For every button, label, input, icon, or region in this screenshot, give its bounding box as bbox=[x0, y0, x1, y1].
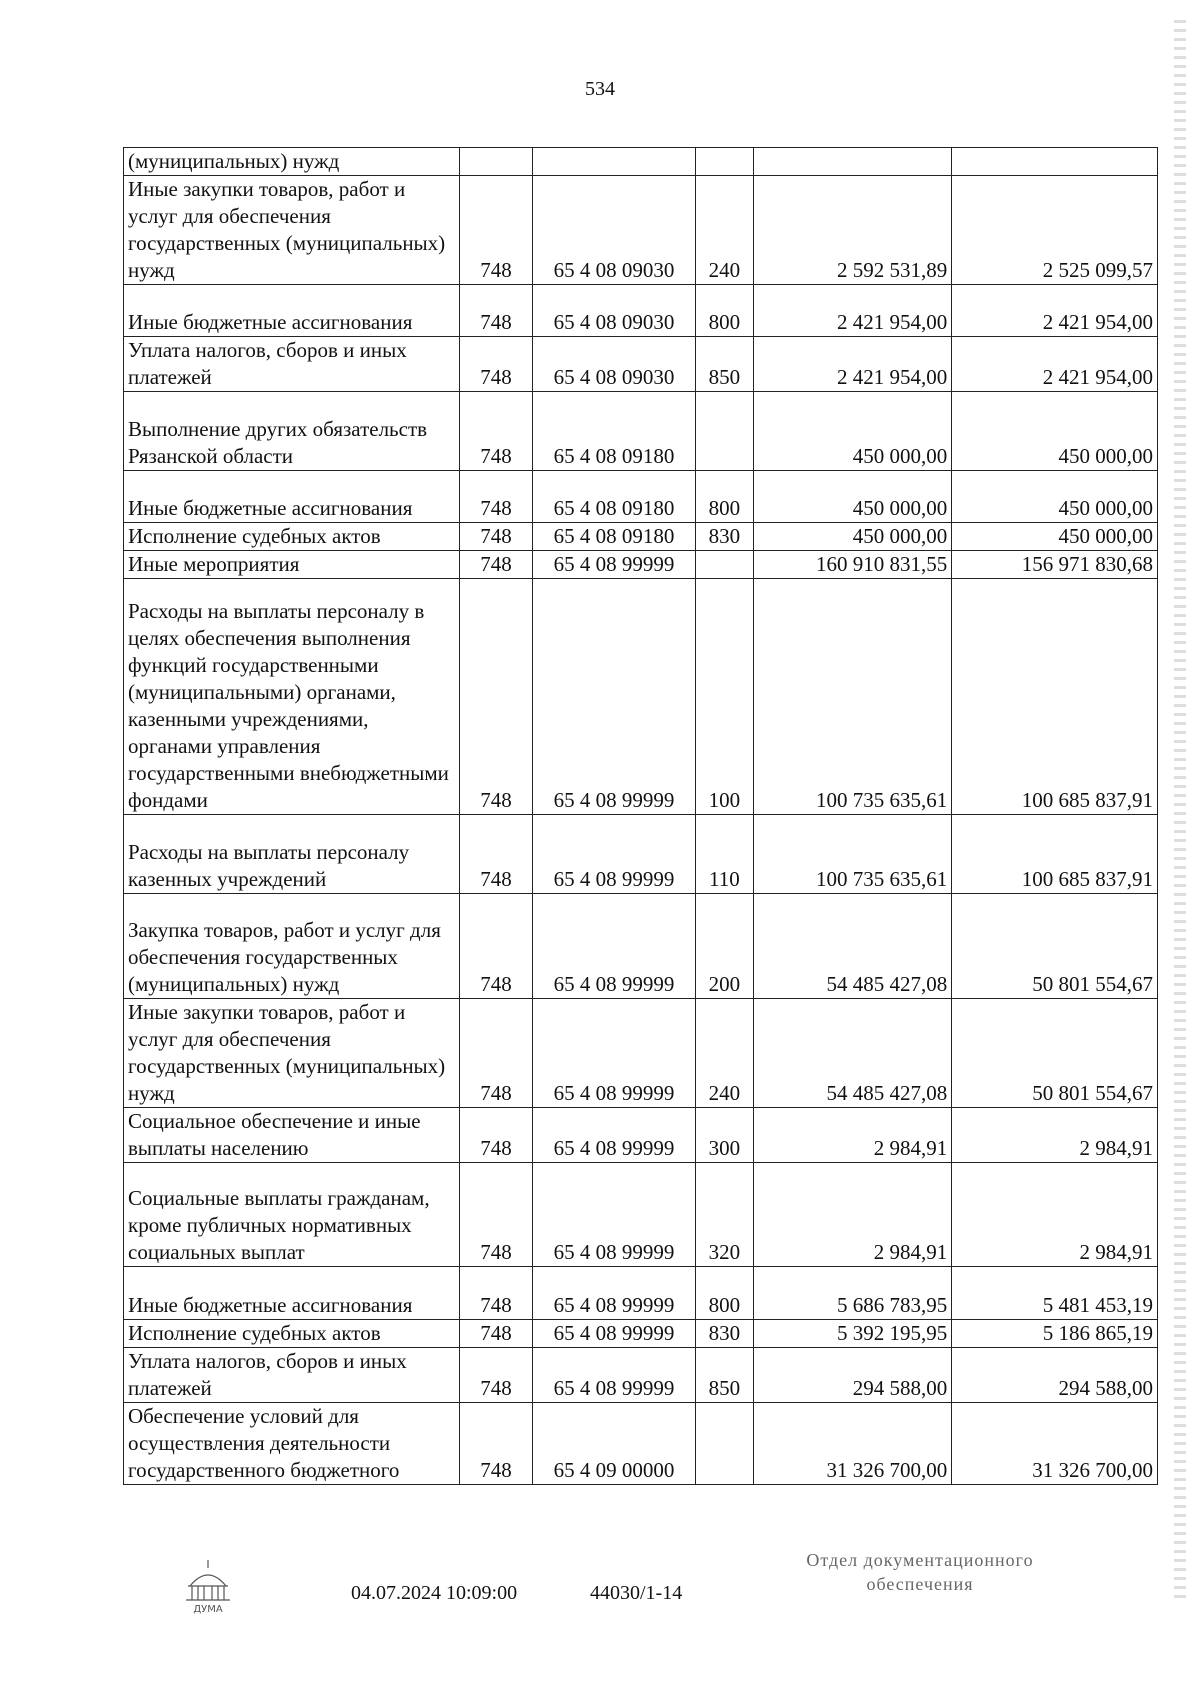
row-code-cell: 748 bbox=[459, 1162, 533, 1267]
table-row bbox=[124, 148, 1158, 176]
document-number: 44030/1-14 bbox=[590, 1582, 683, 1604]
row-program-cell: 65 4 08 09180 bbox=[533, 523, 695, 551]
stamp-line-2: обеспечения bbox=[866, 1574, 974, 1594]
row-code-cell: 748 bbox=[459, 470, 533, 522]
row-type-cell: 850 bbox=[695, 1347, 753, 1402]
budget-table-body bbox=[124, 148, 1158, 1485]
row-code-cell: 748 bbox=[459, 893, 533, 998]
row-plan-cell: 5 392 195,95 bbox=[754, 1319, 952, 1347]
row-plan-cell: 2 421 954,00 bbox=[754, 337, 952, 392]
row-fact-cell: 2 984,91 bbox=[952, 1162, 1158, 1267]
department-stamp bbox=[770, 1548, 1070, 1596]
row-code-cell: 748 bbox=[459, 285, 533, 337]
table-row bbox=[124, 579, 1158, 815]
row-fact-cell: 156 971 830,68 bbox=[952, 551, 1158, 579]
row-plan-cell: 100 735 635,61 bbox=[754, 579, 952, 815]
row-program-cell: 65 4 08 99999 bbox=[533, 1107, 695, 1162]
row-plan-cell: 450 000,00 bbox=[754, 470, 952, 522]
row-plan-cell: 2 592 531,89 bbox=[754, 176, 952, 285]
scan-edge-mark bbox=[1174, 20, 1186, 1600]
row-type-cell: 240 bbox=[695, 998, 753, 1107]
row-type-cell: 800 bbox=[695, 285, 753, 337]
row-name-cell: Расходы на выплаты персоналу казенных учреждений bbox=[124, 815, 460, 894]
row-code-cell: 748 bbox=[459, 176, 533, 285]
row-program-cell: 65 4 08 99999 bbox=[533, 893, 695, 998]
row-code-cell: 748 bbox=[459, 998, 533, 1107]
table-row bbox=[124, 1319, 1158, 1347]
row-fact-cell: 450 000,00 bbox=[952, 392, 1158, 471]
row-name-cell: Иные бюджетные ассигнования bbox=[124, 1267, 460, 1319]
row-code-cell: 748 bbox=[459, 1267, 533, 1319]
table-row bbox=[124, 176, 1158, 285]
row-program-cell: 65 4 08 09030 bbox=[533, 285, 695, 337]
row-name-cell: Закупка товаров, работ и услуг для обеспечения государственных (муниципальных) нужд bbox=[124, 893, 460, 998]
budget-table bbox=[123, 147, 1158, 1485]
row-program-cell: 65 4 08 99999 bbox=[533, 551, 695, 579]
row-type-cell: 110 bbox=[695, 815, 753, 894]
row-name-cell: Выполнение других обязательств Рязанской области bbox=[124, 392, 460, 471]
row-name-cell: Иные бюджетные ассигнования bbox=[124, 470, 460, 522]
row-fact-cell: 2 525 099,57 bbox=[952, 176, 1158, 285]
row-code-cell: 748 bbox=[459, 523, 533, 551]
row-code-cell: 748 bbox=[459, 337, 533, 392]
row-code-cell: 748 bbox=[459, 1402, 533, 1484]
row-code-cell: 748 bbox=[459, 1347, 533, 1402]
row-name-cell: Социальные выплаты гражданам, кроме публичных нормативных социальных выплат bbox=[124, 1162, 460, 1267]
row-name-cell: Обеспечение условий для осуществления деятельности государственного бюджетного bbox=[124, 1402, 460, 1484]
table-row bbox=[124, 551, 1158, 579]
table-row bbox=[124, 998, 1158, 1107]
row-type-cell: 800 bbox=[695, 470, 753, 522]
table-row bbox=[124, 1402, 1158, 1484]
print-timestamp: 04.07.2024 10:09:00 bbox=[351, 1582, 518, 1604]
row-type-cell: 830 bbox=[695, 1319, 753, 1347]
row-name-cell: (муниципальных) нужд bbox=[124, 148, 460, 176]
row-fact-cell: 50 801 554,67 bbox=[952, 893, 1158, 998]
row-fact-cell: 2 421 954,00 bbox=[952, 285, 1158, 337]
row-name-cell: Социальное обеспечение и иные выплаты населению bbox=[124, 1107, 460, 1162]
row-type-cell: 240 bbox=[695, 176, 753, 285]
row-name-cell: Уплата налогов, сборов и иных платежей bbox=[124, 1347, 460, 1402]
row-type-cell bbox=[695, 148, 753, 176]
row-name-cell: Исполнение судебных актов bbox=[124, 523, 460, 551]
row-fact-cell: 2 421 954,00 bbox=[952, 337, 1158, 392]
row-fact-cell: 50 801 554,67 bbox=[952, 998, 1158, 1107]
row-program-cell: 65 4 08 99999 bbox=[533, 1319, 695, 1347]
table-row bbox=[124, 470, 1158, 522]
row-fact-cell: 5 186 865,19 bbox=[952, 1319, 1158, 1347]
row-type-cell: 800 bbox=[695, 1267, 753, 1319]
row-program-cell: 65 4 09 00000 bbox=[533, 1402, 695, 1484]
row-fact-cell bbox=[952, 148, 1158, 176]
stamp-line-1: Отдел документационного bbox=[806, 1550, 1034, 1570]
row-type-cell: 200 bbox=[695, 893, 753, 998]
row-fact-cell: 2 984,91 bbox=[952, 1107, 1158, 1162]
row-type-cell bbox=[695, 392, 753, 471]
row-program-cell: 65 4 08 09030 bbox=[533, 176, 695, 285]
row-plan-cell: 2 421 954,00 bbox=[754, 285, 952, 337]
row-plan-cell: 294 588,00 bbox=[754, 1347, 952, 1402]
row-code-cell: 748 bbox=[459, 815, 533, 894]
row-plan-cell bbox=[754, 148, 952, 176]
row-program-cell: 65 4 08 99999 bbox=[533, 1162, 695, 1267]
row-name-cell: Расходы на выплаты персоналу в целях обеспечения выполнения функций государственными (муниципальными) органами, казенными учреждениями, органами управления государственными внебюджетными фондами bbox=[124, 579, 460, 815]
row-fact-cell: 100 685 837,91 bbox=[952, 579, 1158, 815]
row-type-cell: 850 bbox=[695, 337, 753, 392]
row-program-cell: 65 4 08 99999 bbox=[533, 579, 695, 815]
row-program-cell: 65 4 08 99999 bbox=[533, 1267, 695, 1319]
table-row bbox=[124, 1107, 1158, 1162]
row-program-cell: 65 4 08 99999 bbox=[533, 1347, 695, 1402]
row-program-cell bbox=[533, 148, 695, 176]
row-plan-cell: 2 984,91 bbox=[754, 1162, 952, 1267]
table-row bbox=[124, 337, 1158, 392]
row-name-cell: Иные бюджетные ассигнования bbox=[124, 285, 460, 337]
row-code-cell bbox=[459, 148, 533, 176]
row-plan-cell: 54 485 427,08 bbox=[754, 893, 952, 998]
row-type-cell bbox=[695, 1402, 753, 1484]
row-type-cell bbox=[695, 551, 753, 579]
row-type-cell: 300 bbox=[695, 1107, 753, 1162]
row-name-cell: Исполнение судебных актов bbox=[124, 1319, 460, 1347]
duma-logo-icon bbox=[180, 1556, 236, 1618]
table-row bbox=[124, 1162, 1158, 1267]
table-row bbox=[124, 285, 1158, 337]
row-name-cell: Иные закупки товаров, работ и услуг для обеспечения государственных (муниципальных) нужд bbox=[124, 176, 460, 285]
row-name-cell: Уплата налогов, сборов и иных платежей bbox=[124, 337, 460, 392]
table-row bbox=[124, 392, 1158, 471]
table-row bbox=[124, 523, 1158, 551]
page-number: 534 bbox=[585, 78, 615, 100]
row-plan-cell: 5 686 783,95 bbox=[754, 1267, 952, 1319]
row-type-cell: 320 bbox=[695, 1162, 753, 1267]
table-row bbox=[124, 815, 1158, 894]
row-code-cell: 748 bbox=[459, 1107, 533, 1162]
row-code-cell: 748 bbox=[459, 392, 533, 471]
row-fact-cell: 5 481 453,19 bbox=[952, 1267, 1158, 1319]
page-footer bbox=[0, 1550, 1200, 1644]
row-plan-cell: 31 326 700,00 bbox=[754, 1402, 952, 1484]
row-fact-cell: 100 685 837,91 bbox=[952, 815, 1158, 894]
row-fact-cell: 450 000,00 bbox=[952, 523, 1158, 551]
table-row bbox=[124, 893, 1158, 998]
row-code-cell: 748 bbox=[459, 579, 533, 815]
svg-text:ДУМА: ДУМА bbox=[193, 1604, 223, 1615]
row-code-cell: 748 bbox=[459, 551, 533, 579]
row-name-cell: Иные закупки товаров, работ и услуг для обеспечения государственных (муниципальных) нужд bbox=[124, 998, 460, 1107]
row-fact-cell: 294 588,00 bbox=[952, 1347, 1158, 1402]
row-fact-cell: 31 326 700,00 bbox=[952, 1402, 1158, 1484]
row-program-cell: 65 4 08 99999 bbox=[533, 815, 695, 894]
row-name-cell: Иные мероприятия bbox=[124, 551, 460, 579]
row-plan-cell: 100 735 635,61 bbox=[754, 815, 952, 894]
table-row bbox=[124, 1347, 1158, 1402]
row-program-cell: 65 4 08 09180 bbox=[533, 392, 695, 471]
row-plan-cell: 450 000,00 bbox=[754, 392, 952, 471]
row-fact-cell: 450 000,00 bbox=[952, 470, 1158, 522]
row-program-cell: 65 4 08 09180 bbox=[533, 470, 695, 522]
table-row bbox=[124, 1267, 1158, 1319]
row-program-cell: 65 4 08 09030 bbox=[533, 337, 695, 392]
row-plan-cell: 54 485 427,08 bbox=[754, 998, 952, 1107]
row-program-cell: 65 4 08 99999 bbox=[533, 998, 695, 1107]
row-code-cell: 748 bbox=[459, 1319, 533, 1347]
row-plan-cell: 2 984,91 bbox=[754, 1107, 952, 1162]
row-type-cell: 100 bbox=[695, 579, 753, 815]
row-plan-cell: 450 000,00 bbox=[754, 523, 952, 551]
row-plan-cell: 160 910 831,55 bbox=[754, 551, 952, 579]
row-type-cell: 830 bbox=[695, 523, 753, 551]
